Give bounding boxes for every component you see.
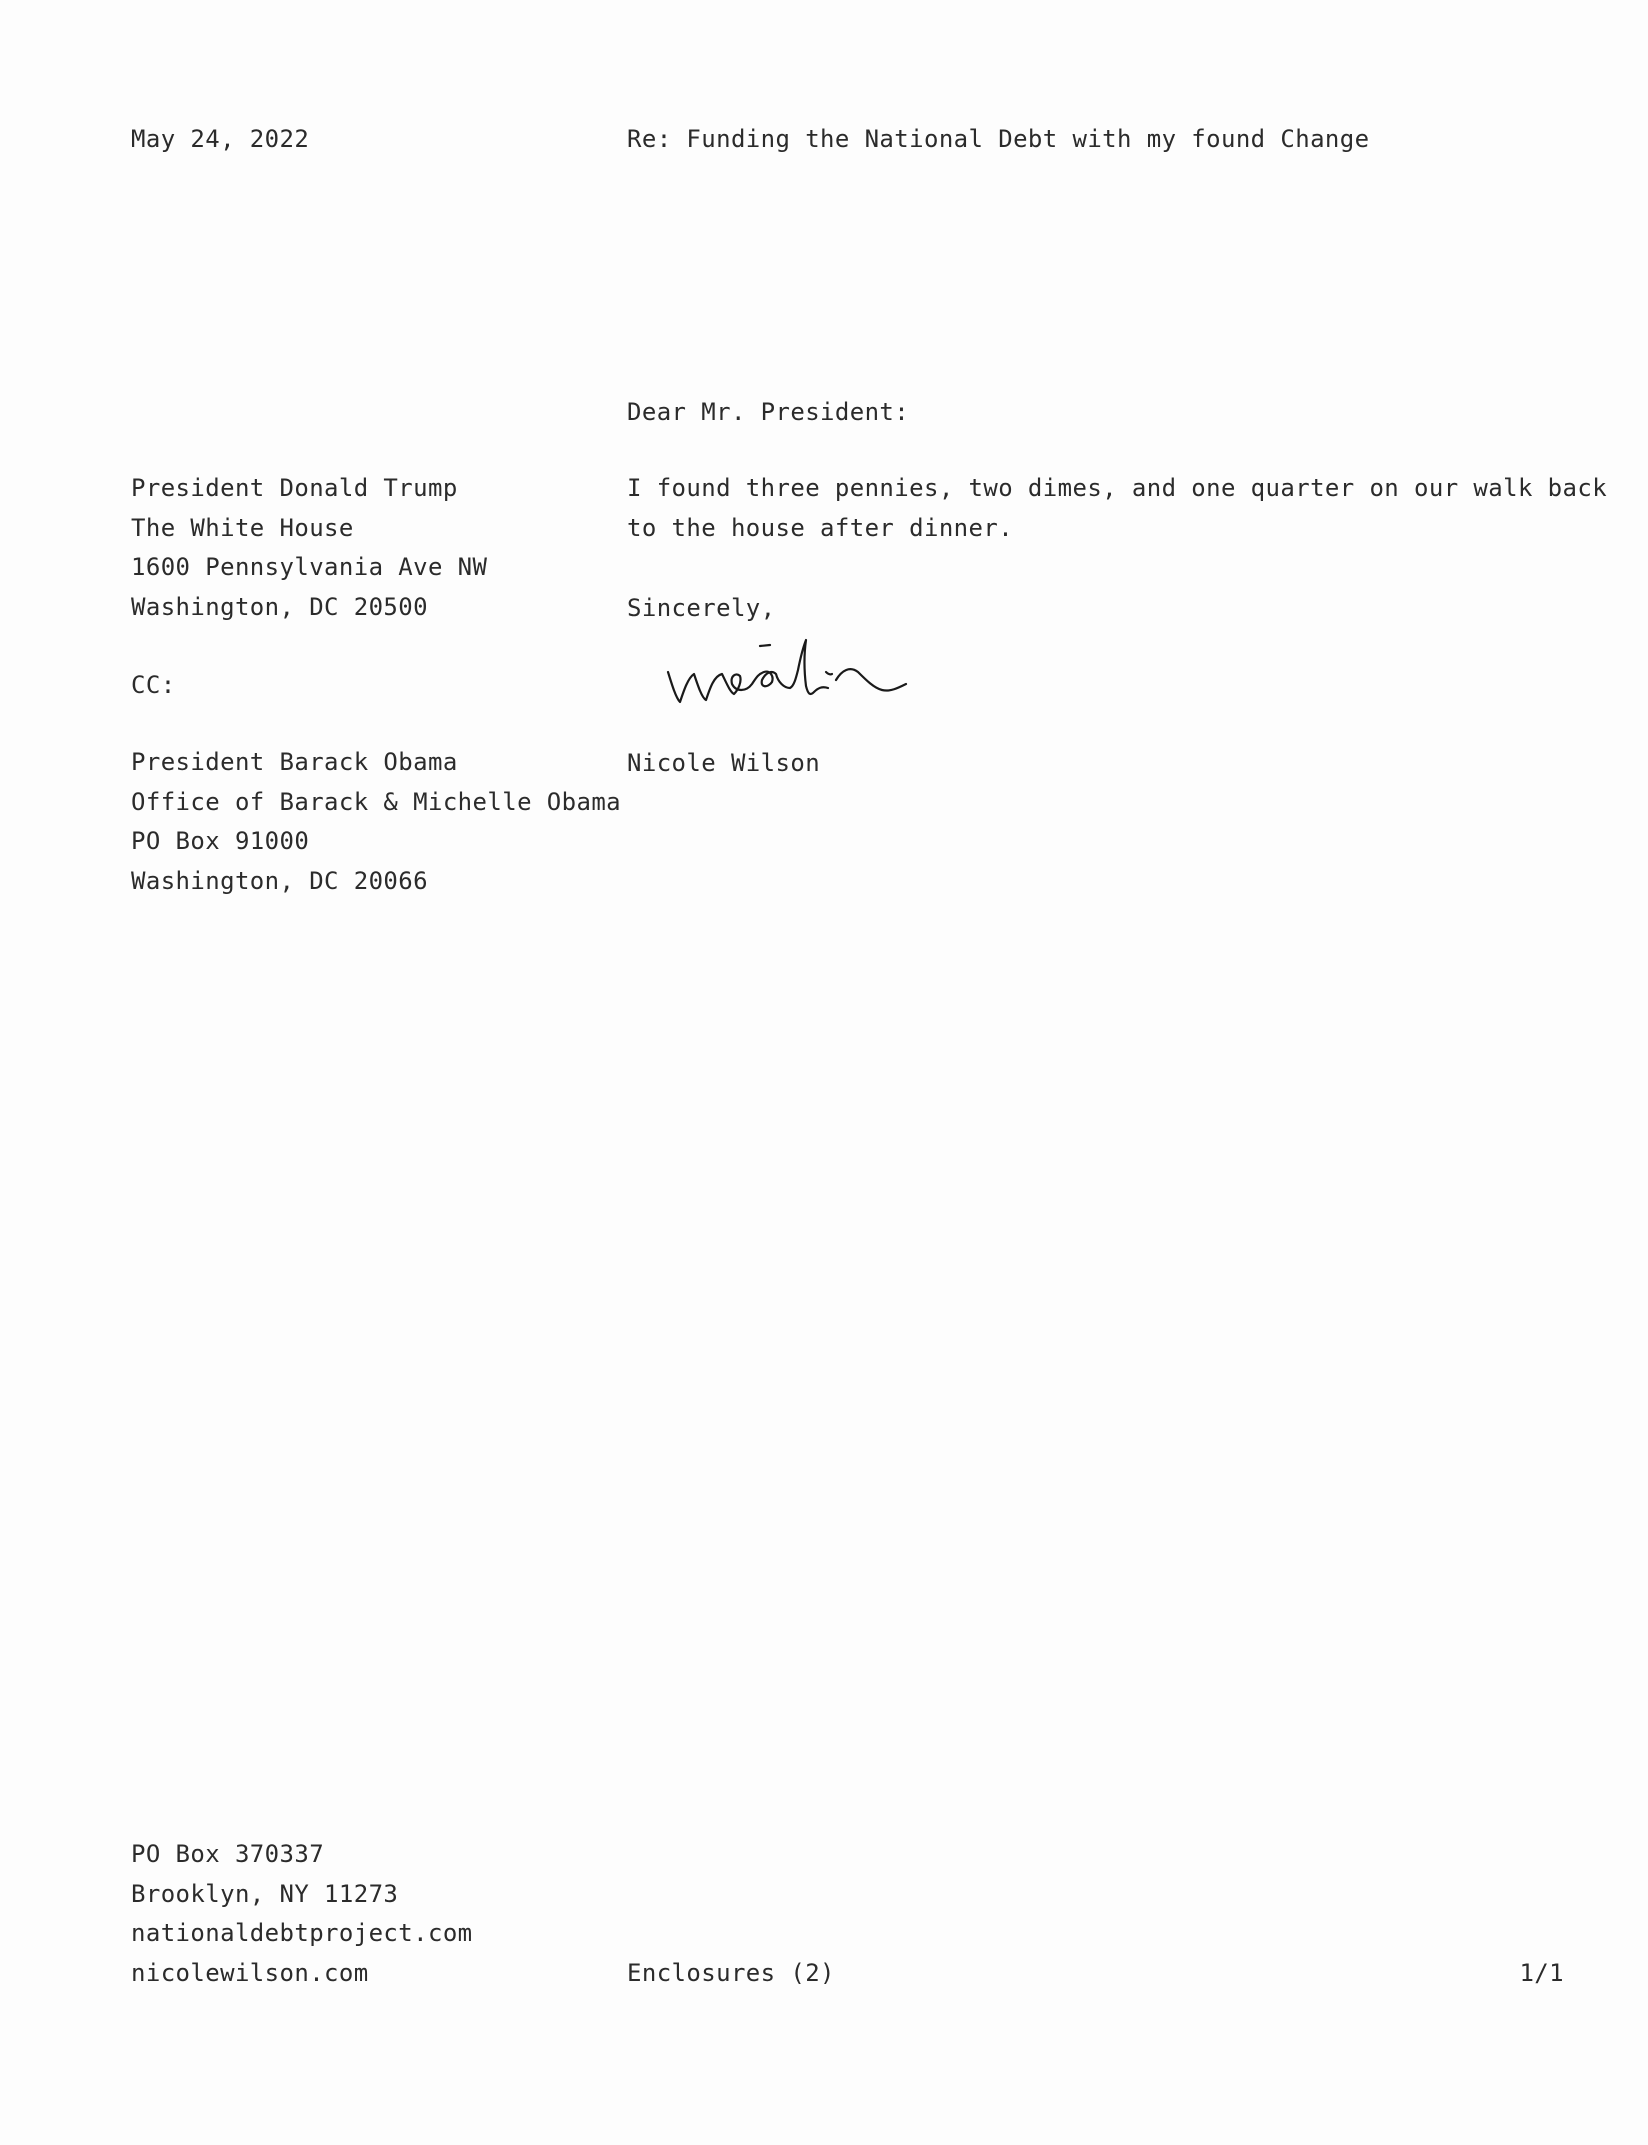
letter-body — [627, 469, 1607, 548]
cc-recipient-address — [131, 743, 621, 901]
recipient-line: Washington, DC 20500 — [131, 592, 428, 621]
cc-recipient-line: Office of Barack & Michelle Obama — [131, 787, 622, 816]
sender-address — [131, 1835, 473, 1993]
recipient-line: 1600 Pennsylvania Ave NW — [131, 553, 488, 581]
letter-date: May 24, 2022 — [131, 125, 310, 153]
sender-website-link[interactable]: nicolewilson.com — [131, 1958, 369, 1987]
recipient-address — [131, 469, 487, 627]
page-number: 1/1 — [1519, 1959, 1564, 1987]
recipient-line: President Donald Trump — [131, 474, 458, 502]
recipient-line: The White House — [131, 513, 354, 542]
cc-recipient-line: President Barack Obama — [131, 748, 458, 776]
handwritten-signature — [660, 630, 1010, 710]
enclosures-note: Enclosures (2) — [627, 1959, 835, 1987]
sender-line: PO Box 370337 — [131, 1840, 325, 1868]
cc-recipient-line: Washington, DC 20066 — [131, 866, 428, 895]
cc-label: CC: — [131, 671, 176, 699]
body-line: to the house after dinner. — [627, 513, 1014, 542]
sender-website-link[interactable]: nationaldebtproject.com — [131, 1919, 473, 1947]
salutation: Dear Mr. President: — [627, 398, 910, 426]
signature-name: Nicole Wilson — [627, 749, 821, 777]
letter-subject: Re: Funding the National Debt with my found Change — [627, 125, 1370, 153]
cc-recipient-line: PO Box 91000 — [131, 827, 310, 855]
body-line: I found three pennies, two dimes, and one quarter on our walk back — [627, 474, 1608, 502]
sender-line: Brooklyn, NY 11273 — [131, 1879, 399, 1908]
closing: Sincerely, — [627, 594, 776, 622]
